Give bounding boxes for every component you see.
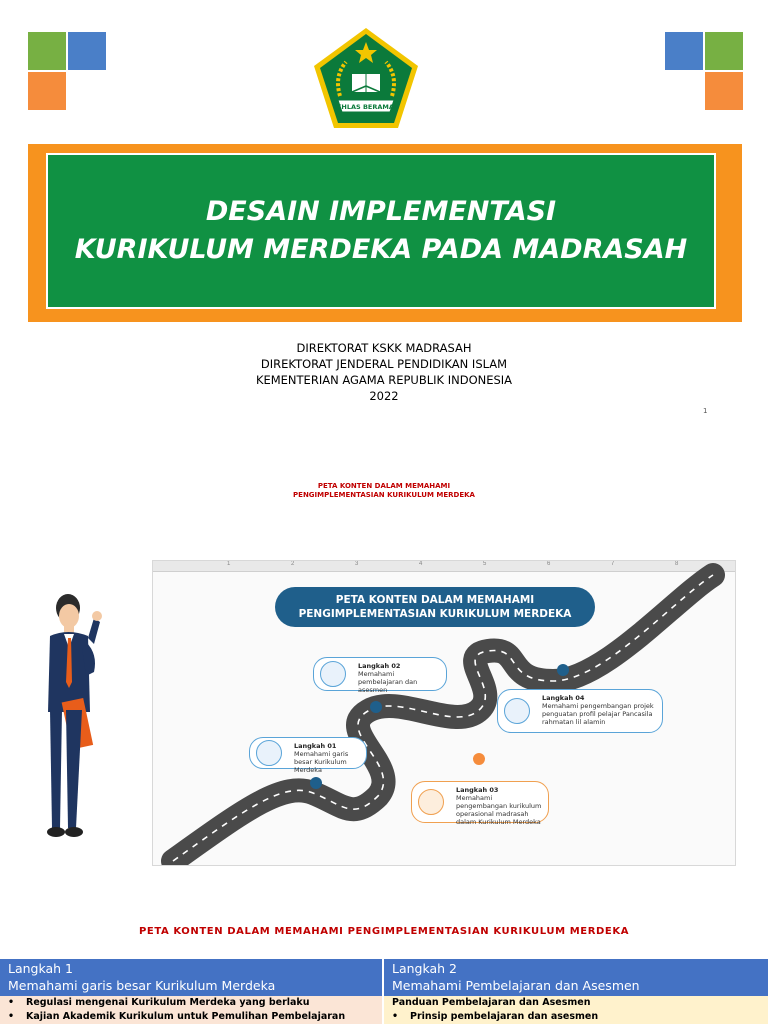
page-number: 1 (703, 407, 708, 415)
table-cell: Prinsip pembelajaran dan asesmen (410, 1011, 599, 1022)
roadmap-title-line-2: PENGIMPLEMENTASIAN KURIKULUM MERDEKA (298, 608, 572, 620)
step-2-subheading: Memahami Pembelajaran dan Asesmen (392, 978, 640, 993)
org-line-2: DIREKTORAT JENDERAL PENDIDIKAN ISLAM (260, 357, 508, 371)
step-04-label: Langkah 04 (542, 694, 585, 702)
step-02-marker (370, 701, 382, 713)
kemenag-logo (312, 26, 420, 130)
table-header-step-2 (384, 959, 768, 996)
step-01-callout (249, 737, 367, 774)
step-01-label: Langkah 01 (294, 742, 337, 750)
table-column-step-1 (0, 959, 382, 1024)
title-banner-inner (46, 153, 716, 309)
step-01-marker (310, 777, 322, 789)
corner-square-blue-left (68, 32, 106, 70)
table-cell: Kajian Akademik Kurikulum untuk Pemulihan Pembelajaran (26, 1011, 346, 1022)
content-map-table (0, 959, 768, 1024)
title-line-2: KURIKULUM MERDEKA PADA MADRASAH (74, 234, 688, 265)
businessman-illustration (36, 592, 146, 844)
org-line-1: DIREKTORAT KSKK MADRASAH (296, 341, 472, 355)
network-icon (504, 698, 530, 724)
org-year: 2022 (369, 389, 399, 403)
roadmap-title-line-1: PETA KONTEN DALAM MEMAHAMI (335, 594, 535, 606)
corner-square-orange-left (28, 72, 66, 110)
ruler: 1 2 3 4 5 6 7 8 (153, 561, 735, 572)
corner-square-green-left (28, 32, 66, 70)
roadmap-slide (152, 560, 736, 866)
step-1-subheading: Memahami garis besar Kurikulum Merdeka (8, 978, 276, 993)
corner-square-orange-right (705, 72, 743, 110)
logo-motto: IKHLAS BERAMAL (333, 103, 399, 111)
step-03-marker (473, 753, 485, 765)
table-cell: Panduan Pembelajaran dan Asesmen (392, 997, 591, 1008)
corner-square-green-right (705, 32, 743, 70)
step-01-desc: Memahami garis besar Kurikulum Merdeka (294, 750, 349, 774)
table-header-step-1 (0, 959, 382, 996)
roadmap-title (275, 587, 595, 627)
section-title-line-1: PETA KONTEN DALAM MEMAHAMI (317, 482, 451, 490)
step-1-heading: Langkah 1 (8, 961, 74, 976)
title-line-1: DESAIN IMPLEMENTASI (205, 196, 557, 227)
title-banner (28, 144, 742, 322)
step-03-callout (411, 781, 549, 826)
table-column-step-2 (384, 959, 768, 1024)
table-row: • Regulasi mengenai Kurikulum Merdeka yang berlaku (0, 996, 382, 1010)
step-04-desc: Memahami pengembangan projek penguatan profil pelajar Pancasila rahmatan lil alamin (542, 702, 654, 726)
content-map-title: PETA KONTEN DALAM MEMAHAMI PENGIMPLEMENTASIAN KURIKULUM MERDEKA (138, 926, 630, 937)
table-row: • Kajian Akademik Kurikulum untuk Pemulihan Pembelajaran (0, 1010, 382, 1024)
table-row: • Prinsip pembelajaran dan asesmen (384, 1010, 768, 1024)
organization-info (0, 340, 768, 404)
step-03-label: Langkah 03 (456, 786, 499, 794)
step-04-marker (557, 664, 569, 676)
step-03-desc: Memahami pengembangan kurikulum operasional madrasah dalam Kurikulum Merdeka (456, 794, 542, 826)
step-2-heading: Langkah 2 (392, 961, 458, 976)
document-icon (320, 661, 346, 687)
corner-square-blue-right (665, 32, 703, 70)
table-cell: Regulasi mengenai Kurikulum Merdeka yang berlaku (26, 997, 310, 1008)
step-02-desc: Memahami pembelajaran dan asesmen (358, 670, 418, 694)
step-02-callout (313, 657, 447, 694)
org-line-3: KEMENTERIAN AGAMA REPUBLIK INDONESIA (255, 373, 513, 387)
section-title-line-2: PENGIMPLEMENTASIAN KURIKULUM MERDEKA (293, 491, 475, 499)
people-icon (256, 740, 282, 766)
team-icon (418, 789, 444, 815)
step-02-label: Langkah 02 (358, 662, 401, 670)
table-row (384, 996, 768, 1010)
step-04-callout (497, 689, 663, 733)
section-title (0, 482, 768, 500)
